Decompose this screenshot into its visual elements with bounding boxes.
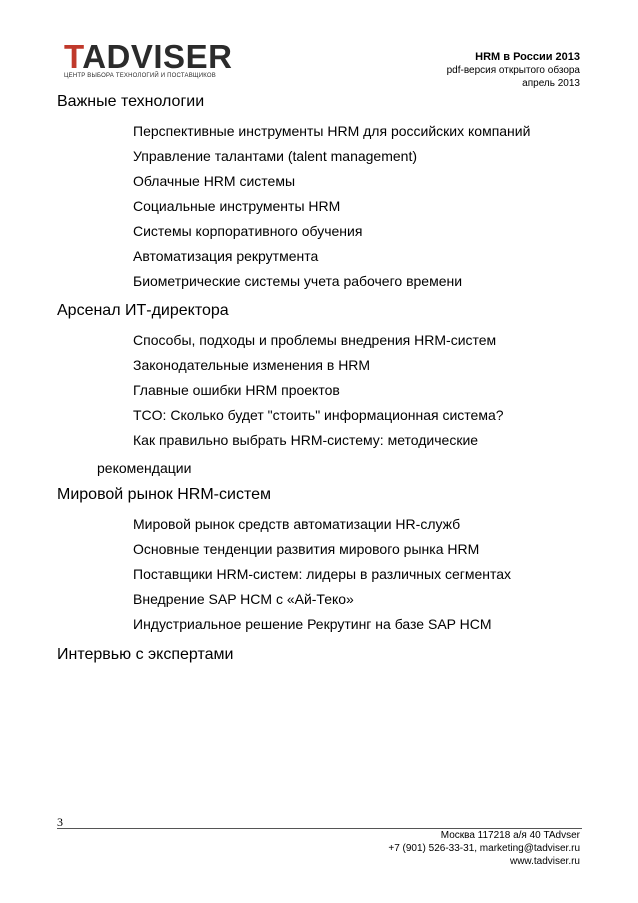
toc-item: Автоматизация рекрутмента (133, 248, 319, 264)
section-heading: Интервью с экспертами (57, 646, 234, 663)
page-number: 3 (57, 815, 63, 829)
logo-wordmark-rest: ADVISER (82, 38, 233, 75)
toc-item: Индустриальное решение Рекрутинг на базе SAP HCM (133, 616, 492, 632)
tadviser-logo (64, 38, 239, 79)
header-subtitle: pdf-версия открытого обзора (446, 65, 580, 76)
document-footer (388, 829, 580, 868)
logo-wordmark (64, 38, 239, 75)
toc-item: Системы корпоративного обучения (133, 223, 363, 239)
toc-item: Социальные инструменты HRM (133, 198, 341, 214)
section-heading: Мировой рынок HRM-систем (57, 486, 271, 503)
footer-website: www.tadviser.ru (509, 856, 580, 867)
header-date: апрель 2013 (522, 78, 580, 89)
toc-item: Облачные HRM системы (133, 173, 296, 189)
toc-item: Способы, подходы и проблемы внедрения HRM-систем (133, 332, 497, 348)
toc-item: Мировой рынок средств автоматизации HR-служб (133, 516, 461, 532)
toc-item-continuation: рекомендации (97, 460, 192, 476)
toc-item: Перспективные инструменты HRM для российских компаний (133, 123, 531, 139)
toc-item: Главные ошибки HRM проектов (133, 382, 340, 398)
toc-item: Основные тенденции развития мирового рынка HRM (133, 541, 480, 557)
toc-item: Законодательные изменения в HRM (133, 357, 371, 373)
footer-contacts: +7 (901) 526-33-31, marketing@tadviser.ru (388, 843, 580, 854)
toc-item: Внедрение SAP HCM с «Ай-Теко» (133, 591, 354, 607)
toc-item: Биометрические системы учета рабочего времени (133, 273, 463, 289)
section-heading: Важные технологии (57, 93, 205, 110)
toc-item: Как правильно выбрать HRM-систему: методические (133, 432, 479, 448)
toc-item: TCO: Сколько будет "стоить" информационная система? (133, 407, 504, 423)
section-heading: Арсенал ИТ-директора (57, 302, 229, 319)
logo-wordmark-t: T (64, 38, 83, 75)
document-header (447, 51, 580, 90)
logo-tagline: ЦЕНТР ВЫБОРА ТЕХНОЛОГИЙ И ПОСТАВЩИКОВ (64, 73, 216, 79)
footer-address: Москва 117218 а/я 40 TAdvser (440, 830, 580, 841)
toc-item: Управление талантами (talent management) (133, 148, 417, 164)
toc-item: Поставщики HRM-систем: лидеры в различных сегментах (133, 566, 512, 582)
header-title: HRM в России 2013 (475, 51, 580, 63)
